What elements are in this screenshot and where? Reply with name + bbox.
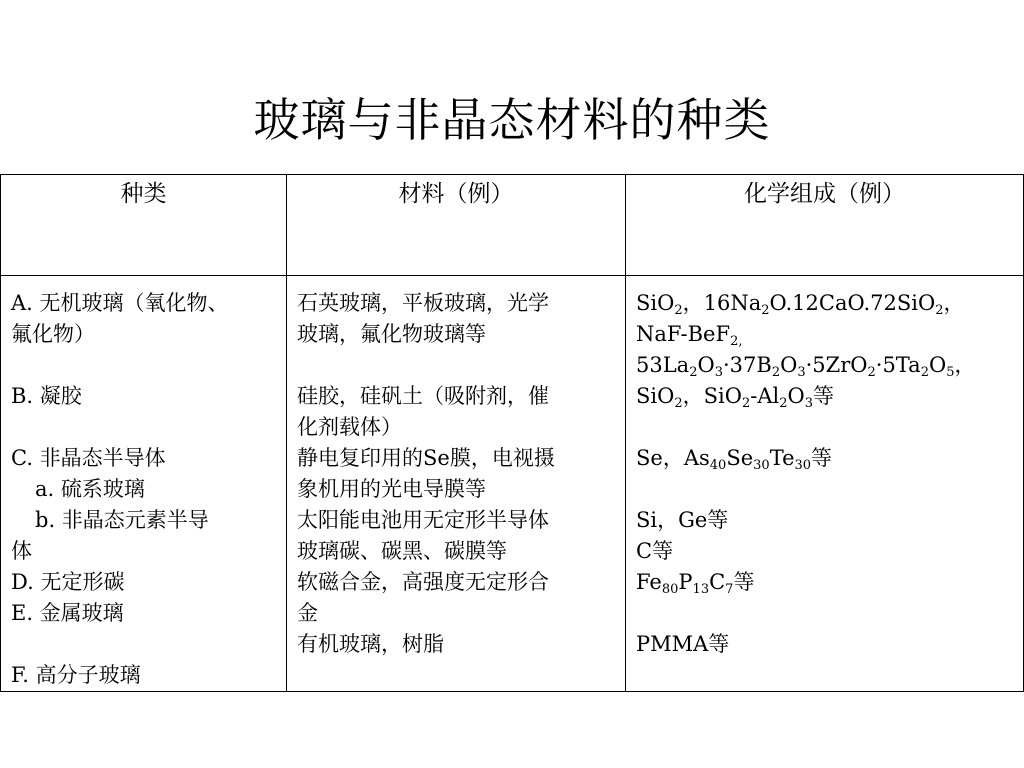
formula-text: SiO bbox=[636, 384, 675, 408]
composition-spacer bbox=[636, 598, 1013, 629]
formula-subscript: 30 bbox=[753, 458, 770, 473]
material-line: 金 bbox=[297, 601, 318, 625]
material-line bbox=[297, 350, 615, 381]
material-line: 化剂载体） bbox=[297, 415, 402, 439]
formula-subscript: 7 bbox=[725, 582, 734, 597]
material-line: 玻璃碳、碳黑、碳膜等 bbox=[297, 539, 507, 563]
formula-subscript: 3 bbox=[804, 396, 813, 411]
category-line: D. 无定形碳 bbox=[11, 570, 125, 594]
category-line: E. 金属玻璃 bbox=[11, 601, 124, 625]
material-line: 石英玻璃，平板玻璃，光学 bbox=[297, 291, 549, 315]
composition-line bbox=[636, 381, 1013, 412]
composition-spacer bbox=[636, 474, 1013, 505]
composition-line bbox=[636, 288, 1013, 319]
category-line bbox=[11, 629, 276, 660]
formula-subscript: 2, bbox=[730, 334, 743, 349]
material-line: 象机用的光电导膜等 bbox=[297, 477, 486, 501]
formula-text: ，SiO bbox=[682, 384, 742, 408]
formula-text: -Al bbox=[750, 384, 780, 408]
material-line: 硅胶，硅矾土（吸附剂，催 bbox=[297, 384, 549, 408]
header-category: 种类 bbox=[1, 175, 287, 276]
formula-text: O bbox=[780, 353, 798, 377]
category-line: C. 非晶态半导体 bbox=[11, 446, 166, 470]
material-line: 有机玻璃，树脂 bbox=[297, 632, 444, 656]
category-line: 体 bbox=[11, 539, 32, 563]
formula-text: ·5Ta bbox=[875, 353, 921, 377]
category-line: B. 凝胶 bbox=[11, 384, 82, 408]
formula-text: 等 bbox=[812, 384, 834, 408]
formula-text: O.12CaO.72SiO bbox=[769, 291, 936, 315]
formula-subscript: 2 bbox=[935, 303, 944, 318]
formula-text: 等 bbox=[733, 570, 755, 594]
material-line: 静电复印用的Se膜，电视摄 bbox=[297, 446, 555, 470]
material-cell bbox=[287, 276, 626, 692]
formula-subscript: 3 bbox=[714, 365, 723, 380]
composition-spacer bbox=[636, 412, 1013, 443]
material-line: 软磁合金，高强度无定形合 bbox=[297, 570, 549, 594]
formula-subscript: 2 bbox=[741, 396, 751, 411]
composition-line: C等 bbox=[636, 539, 674, 563]
material-line: 玻璃，氟化物玻璃等 bbox=[297, 322, 486, 346]
category-line: a. 硫系玻璃 bbox=[35, 477, 145, 501]
formula-text: ·5ZrO bbox=[805, 353, 868, 377]
formula-text: C bbox=[709, 570, 726, 594]
composition-line bbox=[636, 567, 1013, 598]
table-row bbox=[1, 276, 1024, 692]
table-header-row bbox=[1, 175, 1024, 276]
composition-line bbox=[636, 443, 1013, 474]
formula-subscript: 30 bbox=[794, 458, 812, 473]
formula-text: ，16Na bbox=[682, 291, 762, 315]
formula-text: ， bbox=[943, 291, 965, 315]
formula-text: SiO bbox=[636, 291, 675, 315]
composition-line bbox=[636, 319, 1013, 350]
formula-text: O bbox=[928, 353, 947, 377]
header-material: 材料（例） bbox=[287, 175, 626, 276]
category-line: 氟化物） bbox=[11, 322, 95, 346]
formula-subscript: 5 bbox=[946, 365, 955, 380]
formula-text: Se，As bbox=[636, 446, 710, 470]
formula-subscript: 2 bbox=[674, 396, 683, 411]
formula-text: P bbox=[678, 570, 693, 594]
composition-line: Si，Ge等 bbox=[636, 508, 729, 532]
formula-subscript: 3 bbox=[797, 365, 806, 380]
formula-text: O bbox=[787, 384, 805, 408]
formula-text: ， bbox=[954, 353, 976, 377]
composition-line: PMMA等 bbox=[636, 632, 730, 656]
category-cell bbox=[1, 276, 287, 692]
formula-subscript: 80 bbox=[661, 582, 679, 597]
formula-text: 等 bbox=[811, 446, 833, 470]
page-title: 玻璃与非晶态材料的种类 bbox=[253, 93, 771, 147]
formula-subscript: 2 bbox=[689, 365, 698, 380]
formula-subscript: 2 bbox=[674, 303, 683, 318]
formula-text: ·37B bbox=[722, 353, 772, 377]
category-line bbox=[11, 350, 276, 381]
formula-subscript: 40 bbox=[709, 458, 727, 473]
formula-text: NaF-BeF bbox=[636, 322, 731, 346]
formula-text: 53La bbox=[636, 353, 690, 377]
composition-cell bbox=[626, 276, 1024, 692]
formula-subscript: 2 bbox=[761, 303, 770, 318]
category-line: b. 非晶态元素半导 bbox=[35, 508, 209, 532]
category-line: A. 无机玻璃（氧化物、 bbox=[11, 291, 229, 315]
category-line: F. 高分子玻璃 bbox=[11, 663, 141, 687]
formula-text: O bbox=[697, 353, 715, 377]
formula-subscript: 2 bbox=[867, 365, 876, 380]
materials-table bbox=[0, 174, 1024, 692]
formula-subscript: 2 bbox=[771, 365, 781, 380]
header-composition: 化学组成（例） bbox=[626, 175, 1024, 276]
formula-text: Se bbox=[726, 446, 754, 470]
formula-subscript: 2 bbox=[779, 396, 788, 411]
material-line: 太阳能电池用无定形半导体 bbox=[297, 508, 549, 532]
composition-line bbox=[636, 350, 1013, 381]
formula-text: Fe bbox=[636, 570, 662, 594]
category-line bbox=[11, 412, 276, 443]
formula-subscript: 2 bbox=[920, 365, 929, 380]
formula-text: Te bbox=[769, 446, 795, 470]
formula-subscript: 13 bbox=[692, 582, 710, 597]
